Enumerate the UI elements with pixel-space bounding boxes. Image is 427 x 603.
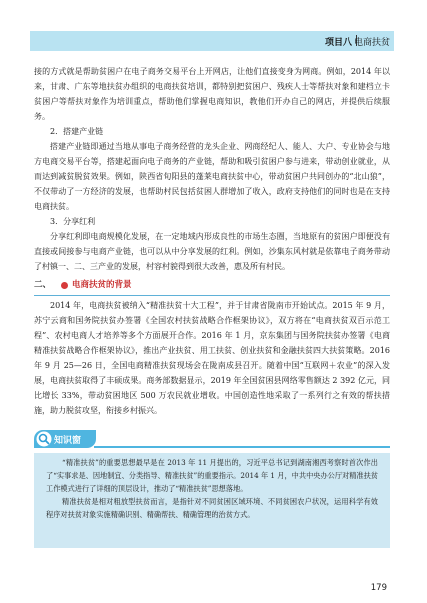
section-underline (34, 295, 390, 296)
section-bullet-icon (61, 282, 68, 289)
section-number: 二、 (34, 280, 52, 290)
knowledge-paragraph-1: “精准扶贫”的重要思想最早是在 2013 年 11 月提出的，习近平总书记到湖南湘西考察时首次作出了“实事求是、因地制宜、分类指导、精准扶贫”的重要指示。2014 年 1 月，中共中央办公厅对精准扶贫工作模式进行了详细的顶层设计，推动了“精准扶贫”思想落地。 (46, 458, 378, 493)
knowledge-paragraph-2: 精准扶贫是相对粗放型扶贫而言，是指针对不同贫困区域环境、不同贫困农户状况，运用科学有效程序对扶贫对象实施精确识别、精确帮扶、精确管理的治贫方式。 (46, 497, 378, 519)
main-content (34, 64, 390, 418)
section-heading (34, 278, 390, 293)
magnifier-icon (36, 431, 52, 447)
knowledge-title: 知识窗 (54, 435, 82, 446)
subheading-2: 2．搭建产业链 (50, 127, 104, 136)
section-title-text: 电商扶贫的背景 (72, 280, 132, 290)
paragraph-2: 搭建产业链即通过当地从事电子商务经营的龙头企业、网商经纪人、能人、大户、专业协会与地方电商交易平台等，搭建起面向电子商务的产业链，帮助和吸引贫困户参与进来，带动创业就业，从而达到减贫脱贫效果。例如，陕西省旬阳县的蓬莱电商扶贫中心，带动贫困户共同创办的“北山狼”，不仅带动了一方经济的发展，也帮助村民包括贫困人群增加了收入，政府支持他们的同时也是在支持电商扶贫。 (34, 142, 390, 211)
book-title: 电商扶贫 (353, 38, 390, 48)
page-header (30, 31, 394, 51)
paragraph-3: 分享红利即电商规模化发展，在一定地域内形成良性的市场生态圈，当地原有的贫困户即便没有直接或间接参与电商产业链，也可以从中分享发展的红利。例如，沙集东风村就是依靠电子商务带动了村镇一、二、三产业的发展，村容村貌得到很大改善，惠及所有村民。 (34, 232, 390, 271)
knowledge-banner (34, 430, 390, 448)
subheading-3: 3．分享红利 (50, 217, 96, 226)
page-number: 179 (370, 583, 387, 593)
chapter-label: 项目八 (324, 38, 352, 48)
knowledge-tag (34, 430, 96, 448)
knowledge-rule (94, 446, 390, 448)
paragraph-1: 接的方式就是帮助贫困户在电子商务交易平台上开网店，让他们直接变身为网商。例如，2014 年以来，甘肃、广东等地扶贫办组织的电商扶贫培训，都特别把贫困户、残疾人士等帮扶对象和建档立卡贫困户等帮扶对象作为培训重点，帮助他们掌握电商知识，教他们开办自己的网店，并提供后续服务。 (34, 67, 390, 121)
knowledge-box (34, 453, 390, 548)
paragraph-4: 2014 年，电商扶贫被纳入“精准扶贫十大工程”，并于甘肃省陇南市开始试点。2015 年 9 月，苏宁云商和国务院扶贫办签署《全国农村扶贫战略合作框架协议》，双方将在“电商扶贫双百示范工程”、农村电商人才培养等多个方面展开合作。2016 年 1 月，京东集团与国务院扶贫办签署《电商精准扶贫战略合作框架协议》，推出产业扶贫、用工扶贫、创业扶贫和金融扶贫四大扶贫策略。2016 年 9 月 25—26 日，全国电商精准扶贫现场会在陇南成县召开。随着中国“互联网＋农业”的深入发展，电商扶贫取得了丰硕成果。商务部数据显示，2019 年全国贫困县网络零售额达 2 392 亿元，同比增长 33%，带动贫困地区 500 万农民就业增收。中国创造性地采取了一系列行之有效的帮扶措施，助力脱贫攻坚，衔接乡村振兴。 (34, 301, 390, 415)
